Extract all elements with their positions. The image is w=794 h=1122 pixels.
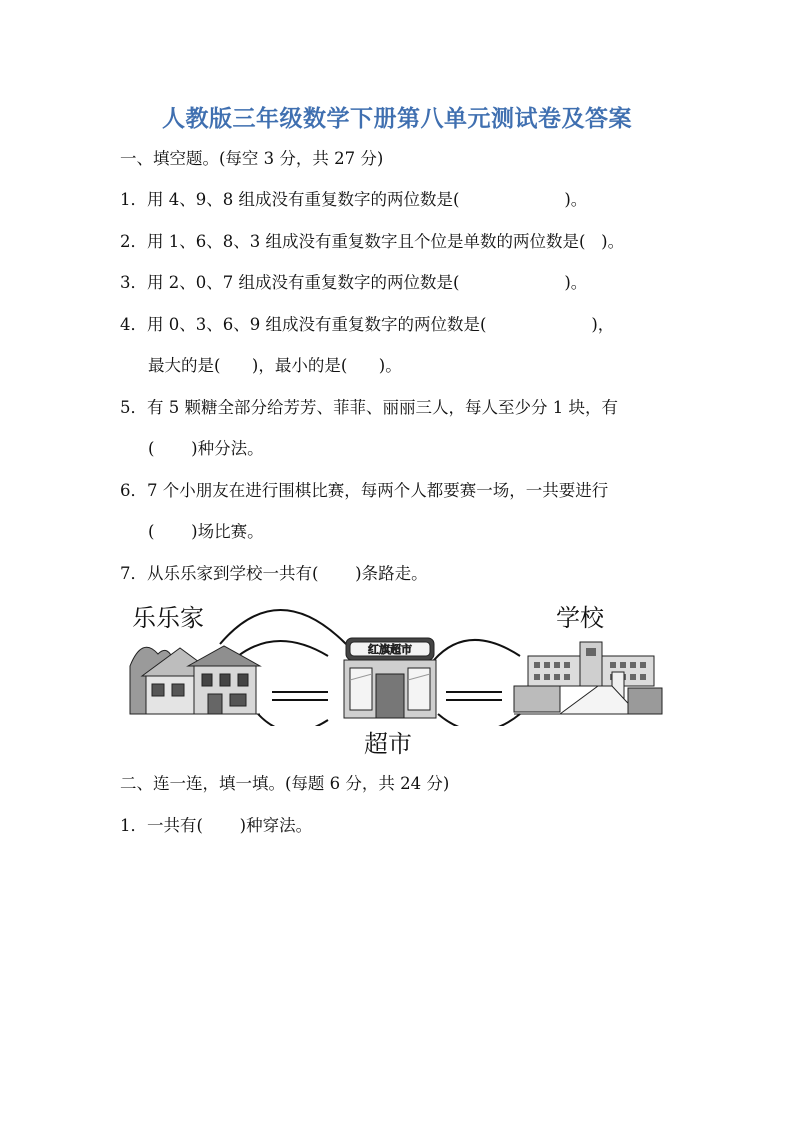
- question-4-line2: 最大的是( )，最小的是( )。: [148, 356, 402, 375]
- market-label: 超市: [364, 730, 412, 758]
- section1-heading: 一、填空题。(每空 3 分，共 27 分): [120, 149, 384, 168]
- route-illustration: [128, 596, 668, 760]
- question-5-line2: ( )种分法。: [148, 439, 264, 458]
- question-6-line1: 6．7 个小朋友在进行围棋比赛，每两个人都要赛一场，一共要进行: [120, 481, 609, 500]
- section2-question-1: 1．一共有( )种穿法。: [120, 816, 313, 835]
- school-label: 学校: [556, 604, 604, 632]
- route-drawing: [128, 596, 668, 726]
- question-7: 7．从乐乐家到学校一共有( )条路走。: [120, 564, 428, 583]
- question-1: 1．用 4、9、8 组成没有重复数字的两位数是( )。: [120, 190, 588, 209]
- school-picture: [514, 642, 662, 714]
- question-4-line1: 4．用 0、3、6、9 组成没有重复数字的两位数是( )，: [120, 315, 615, 334]
- section2-heading: 二、连一连，填一填。(每题 6 分，共 24 分): [120, 774, 450, 793]
- page-title: 人教版三年级数学下册第八单元测试卷及答案: [162, 106, 632, 132]
- route-arcs-right: [434, 640, 520, 726]
- supermarket-picture: [344, 638, 436, 718]
- house-picture: [130, 646, 260, 714]
- question-2: 2．用 1、6、8、3 组成没有重复数字且个位是单数的两位数是( )。: [120, 232, 625, 251]
- question-6-line2: ( )场比赛。: [148, 522, 264, 541]
- question-3: 3．用 2、0、7 组成没有重复数字的两位数是( )。: [120, 273, 588, 292]
- home-label: 乐乐家: [132, 604, 204, 632]
- shop-sign: 红旗超市: [368, 643, 412, 656]
- question-5-line1: 5．有 5 颗糖全部分给芳芳、菲菲、丽丽三人，每人至少分 1 块，有: [120, 398, 618, 417]
